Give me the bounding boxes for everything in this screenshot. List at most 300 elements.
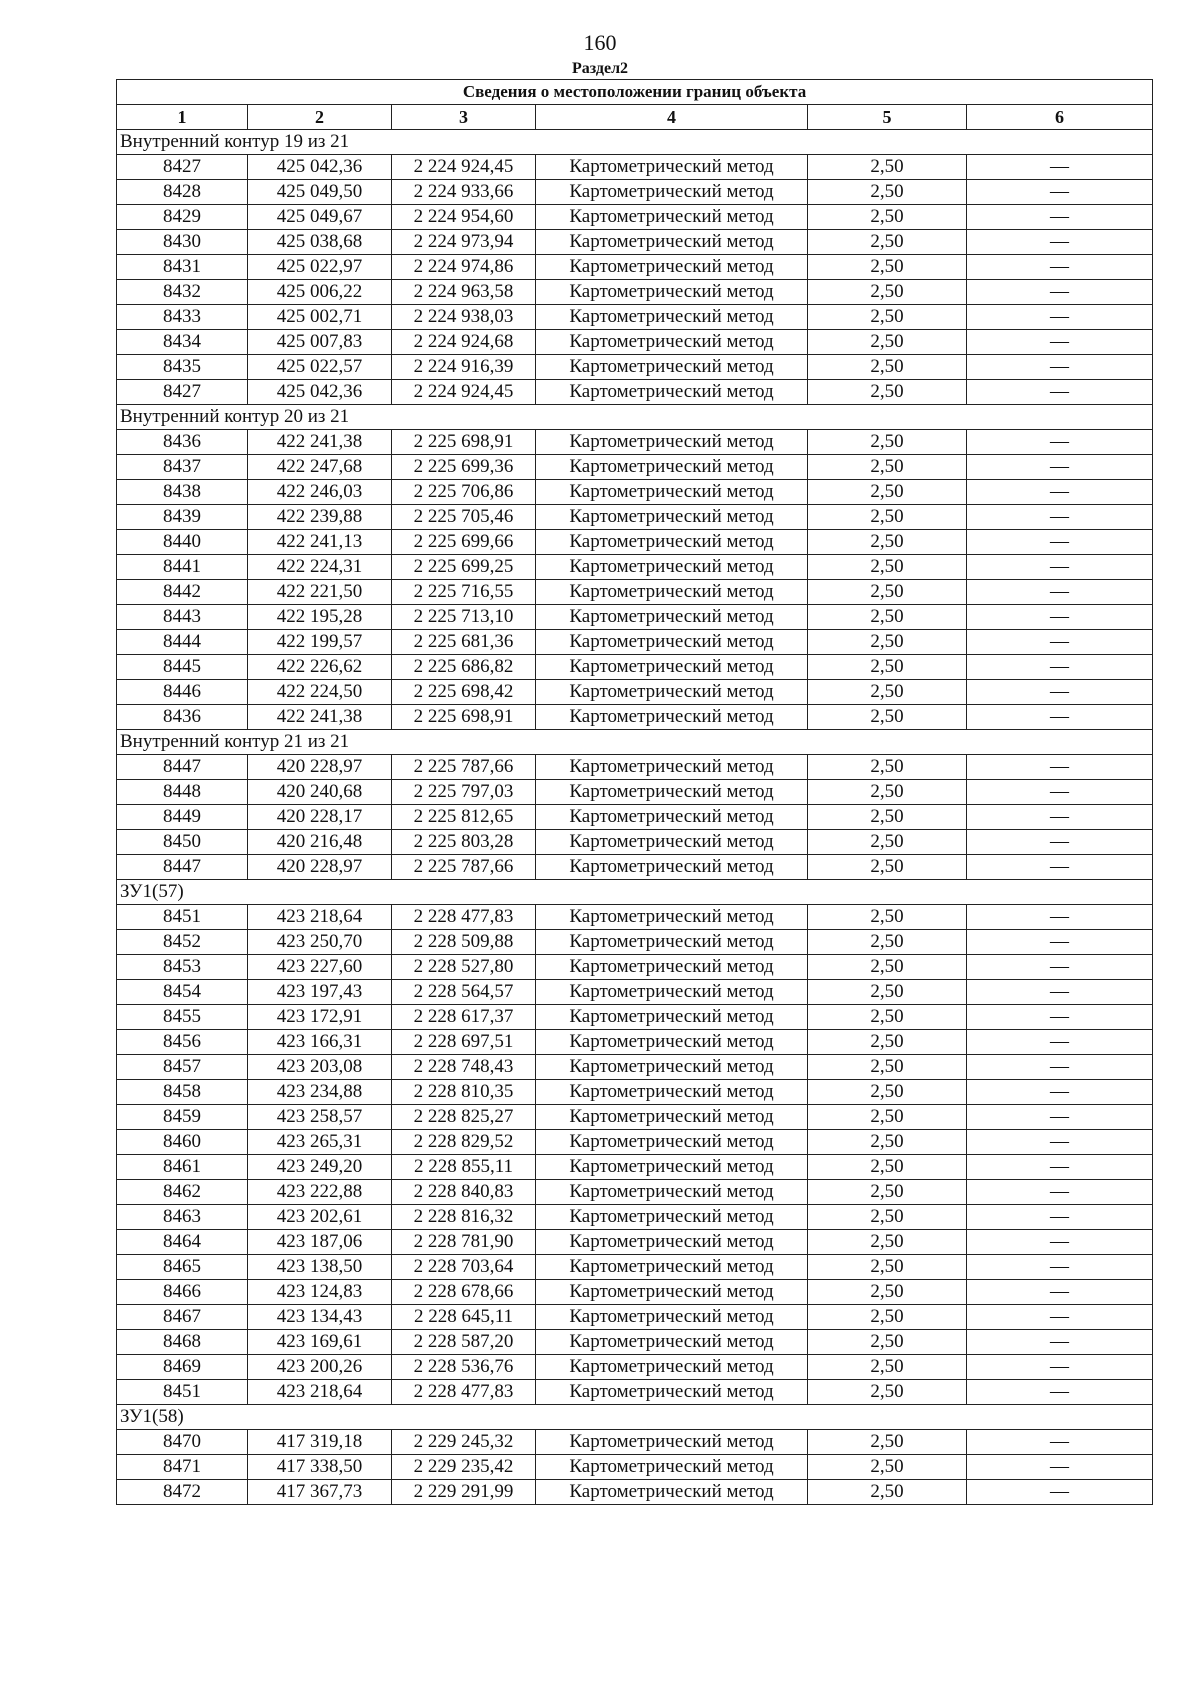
point-number-cell: 8428 (117, 180, 248, 205)
point-number-cell: 8467 (117, 1305, 248, 1330)
point-number-cell: 8445 (117, 655, 248, 680)
point-number-cell: 8436 (117, 430, 248, 455)
method-cell: Картометрический метод (536, 205, 808, 230)
coordinate-y-cell: 2 224 938,03 (392, 305, 536, 330)
point-number-cell: 8432 (117, 280, 248, 305)
accuracy-cell: 2,50 (808, 1230, 967, 1255)
accuracy-cell: 2,50 (808, 1130, 967, 1155)
point-number-cell: 8472 (117, 1480, 248, 1505)
coordinate-x-cell: 423 172,91 (248, 1005, 392, 1030)
table-row (117, 1380, 1153, 1405)
coordinate-y-cell: 2 225 681,36 (392, 630, 536, 655)
coordinate-x-cell: 425 022,97 (248, 255, 392, 280)
coordinate-y-cell: 2 224 916,39 (392, 355, 536, 380)
coordinate-x-cell: 425 049,50 (248, 180, 392, 205)
description-cell: — (967, 1280, 1153, 1305)
table-row (117, 1280, 1153, 1305)
group-title: Внутренний контур 20 из 21 (117, 405, 1153, 430)
description-cell: — (967, 330, 1153, 355)
coordinate-x-cell: 417 338,50 (248, 1455, 392, 1480)
coordinate-y-cell: 2 228 825,27 (392, 1105, 536, 1130)
coordinate-y-cell: 2 225 706,86 (392, 480, 536, 505)
coordinate-y-cell: 2 228 477,83 (392, 905, 536, 930)
point-number-cell: 8470 (117, 1430, 248, 1455)
description-cell: — (967, 430, 1153, 455)
coordinate-y-cell: 2 228 509,88 (392, 930, 536, 955)
coordinate-x-cell: 422 246,03 (248, 480, 392, 505)
coordinate-x-cell: 423 265,31 (248, 1130, 392, 1155)
coordinate-x-cell: 423 218,64 (248, 1380, 392, 1405)
accuracy-cell: 2,50 (808, 330, 967, 355)
table-row (117, 1055, 1153, 1080)
table-row (117, 855, 1153, 880)
description-cell: — (967, 1430, 1153, 1455)
table-row (117, 1180, 1153, 1205)
accuracy-cell: 2,50 (808, 280, 967, 305)
table-row (117, 1105, 1153, 1130)
coordinate-y-cell: 2 225 812,65 (392, 805, 536, 830)
description-cell: — (967, 1080, 1153, 1105)
point-number-cell: 8443 (117, 605, 248, 630)
accuracy-cell: 2,50 (808, 805, 967, 830)
method-cell: Картометрический метод (536, 955, 808, 980)
description-cell: — (967, 1355, 1153, 1380)
coordinate-y-cell: 2 228 645,11 (392, 1305, 536, 1330)
coordinate-y-cell: 2 225 699,36 (392, 455, 536, 480)
point-number-cell: 8456 (117, 1030, 248, 1055)
coordinate-y-cell: 2 225 705,46 (392, 505, 536, 530)
coordinate-x-cell: 420 228,97 (248, 755, 392, 780)
accuracy-cell: 2,50 (808, 980, 967, 1005)
coordinate-y-cell: 2 224 924,45 (392, 155, 536, 180)
point-number-cell: 8447 (117, 855, 248, 880)
accuracy-cell: 2,50 (808, 480, 967, 505)
method-cell: Картометрический метод (536, 155, 808, 180)
accuracy-cell: 2,50 (808, 205, 967, 230)
point-number-cell: 8459 (117, 1105, 248, 1130)
coordinate-x-cell: 423 258,57 (248, 1105, 392, 1130)
description-cell: — (967, 1180, 1153, 1205)
description-cell: — (967, 1005, 1153, 1030)
coordinate-x-cell: 422 241,38 (248, 705, 392, 730)
description-cell: — (967, 1105, 1153, 1130)
coordinate-x-cell: 420 228,97 (248, 855, 392, 880)
method-cell: Картометрический метод (536, 1480, 808, 1505)
coordinates-table (116, 79, 1153, 1505)
accuracy-cell: 2,50 (808, 1255, 967, 1280)
coordinate-y-cell: 2 228 678,66 (392, 1280, 536, 1305)
method-cell: Картометрический метод (536, 980, 808, 1005)
table-body (117, 130, 1153, 1505)
column-number-row (117, 105, 1153, 130)
method-cell: Картометрический метод (536, 380, 808, 405)
table-title: Сведения о местоположении границ объекта (117, 80, 1153, 105)
point-number-cell: 8441 (117, 555, 248, 580)
description-cell: — (967, 155, 1153, 180)
table-row (117, 1230, 1153, 1255)
coordinate-x-cell: 422 247,68 (248, 455, 392, 480)
description-cell: — (967, 480, 1153, 505)
point-number-cell: 8433 (117, 305, 248, 330)
column-number: 4 (536, 105, 808, 130)
description-cell: — (967, 1380, 1153, 1405)
point-number-cell: 8431 (117, 255, 248, 280)
point-number-cell: 8427 (117, 380, 248, 405)
point-number-cell: 8466 (117, 1280, 248, 1305)
coordinate-x-cell: 425 022,57 (248, 355, 392, 380)
point-number-cell: 8465 (117, 1255, 248, 1280)
coordinate-y-cell: 2 228 617,37 (392, 1005, 536, 1030)
coordinate-x-cell: 423 134,43 (248, 1305, 392, 1330)
table-row (117, 1330, 1153, 1355)
method-cell: Картометрический метод (536, 630, 808, 655)
description-cell: — (967, 855, 1153, 880)
accuracy-cell: 2,50 (808, 1005, 967, 1030)
coordinate-x-cell: 423 169,61 (248, 1330, 392, 1355)
description-cell: — (967, 1130, 1153, 1155)
point-number-cell: 8451 (117, 1380, 248, 1405)
method-cell: Картометрический метод (536, 430, 808, 455)
coordinate-x-cell: 422 199,57 (248, 630, 392, 655)
point-number-cell: 8447 (117, 755, 248, 780)
coordinate-y-cell: 2 225 698,42 (392, 680, 536, 705)
description-cell: — (967, 355, 1153, 380)
accuracy-cell: 2,50 (808, 555, 967, 580)
accuracy-cell: 2,50 (808, 1355, 967, 1380)
description-cell: — (967, 1455, 1153, 1480)
coordinate-x-cell: 422 221,50 (248, 580, 392, 605)
coordinate-y-cell: 2 225 713,10 (392, 605, 536, 630)
accuracy-cell: 2,50 (808, 1080, 967, 1105)
accuracy-cell: 2,50 (808, 180, 967, 205)
accuracy-cell: 2,50 (808, 1180, 967, 1205)
method-cell: Картометрический метод (536, 1030, 808, 1055)
coordinate-x-cell: 423 218,64 (248, 905, 392, 930)
description-cell: — (967, 305, 1153, 330)
point-number-cell: 8457 (117, 1055, 248, 1080)
method-cell: Картометрический метод (536, 655, 808, 680)
point-number-cell: 8437 (117, 455, 248, 480)
coordinate-x-cell: 423 234,88 (248, 1080, 392, 1105)
column-number: 5 (808, 105, 967, 130)
coordinate-x-cell: 422 241,13 (248, 530, 392, 555)
point-number-cell: 8436 (117, 705, 248, 730)
point-number-cell: 8468 (117, 1330, 248, 1355)
method-cell: Картометрический метод (536, 530, 808, 555)
table-row (117, 830, 1153, 855)
coordinate-y-cell: 2 228 829,52 (392, 1130, 536, 1155)
table-row (117, 630, 1153, 655)
table-row (117, 455, 1153, 480)
coordinate-x-cell: 423 202,61 (248, 1205, 392, 1230)
point-number-cell: 8471 (117, 1455, 248, 1480)
accuracy-cell: 2,50 (808, 705, 967, 730)
table-row (117, 1080, 1153, 1105)
coordinate-y-cell: 2 228 587,20 (392, 1330, 536, 1355)
description-cell: — (967, 805, 1153, 830)
method-cell: Картометрический метод (536, 855, 808, 880)
coordinate-y-cell: 2 228 816,32 (392, 1205, 536, 1230)
table-row (117, 255, 1153, 280)
method-cell: Картометрический метод (536, 455, 808, 480)
accuracy-cell: 2,50 (808, 530, 967, 555)
point-number-cell: 8462 (117, 1180, 248, 1205)
coordinate-x-cell: 422 226,62 (248, 655, 392, 680)
method-cell: Картометрический метод (536, 1205, 808, 1230)
accuracy-cell: 2,50 (808, 1055, 967, 1080)
point-number-cell: 8442 (117, 580, 248, 605)
table-title-row (117, 80, 1153, 105)
table-row (117, 430, 1153, 455)
description-cell: — (967, 955, 1153, 980)
table-row (117, 655, 1153, 680)
coordinate-x-cell: 425 042,36 (248, 380, 392, 405)
method-cell: Картометрический метод (536, 780, 808, 805)
coordinate-x-cell: 425 006,22 (248, 280, 392, 305)
table-row (117, 1305, 1153, 1330)
accuracy-cell: 2,50 (808, 505, 967, 530)
accuracy-cell: 2,50 (808, 230, 967, 255)
accuracy-cell: 2,50 (808, 1155, 967, 1180)
table-row (117, 555, 1153, 580)
accuracy-cell: 2,50 (808, 1380, 967, 1405)
coordinate-x-cell: 417 367,73 (248, 1480, 392, 1505)
table-row (117, 1455, 1153, 1480)
description-cell: — (967, 1055, 1153, 1080)
method-cell: Картометрический метод (536, 1005, 808, 1030)
description-cell: — (967, 1255, 1153, 1280)
coordinate-y-cell: 2 224 973,94 (392, 230, 536, 255)
description-cell: — (967, 905, 1153, 930)
table-row (117, 780, 1153, 805)
description-cell: — (967, 1030, 1153, 1055)
coordinate-x-cell: 423 222,88 (248, 1180, 392, 1205)
accuracy-cell: 2,50 (808, 155, 967, 180)
table-row (117, 905, 1153, 930)
description-cell: — (967, 830, 1153, 855)
accuracy-cell: 2,50 (808, 1430, 967, 1455)
table-row (117, 230, 1153, 255)
point-number-cell: 8463 (117, 1205, 248, 1230)
table-row (117, 1255, 1153, 1280)
description-cell: — (967, 280, 1153, 305)
table-row (117, 605, 1153, 630)
accuracy-cell: 2,50 (808, 455, 967, 480)
table-row (117, 955, 1153, 980)
coordinate-x-cell: 423 124,83 (248, 1280, 392, 1305)
coordinate-x-cell: 422 224,31 (248, 555, 392, 580)
description-cell: — (967, 180, 1153, 205)
point-number-cell: 8438 (117, 480, 248, 505)
description-cell: — (967, 455, 1153, 480)
method-cell: Картометрический метод (536, 305, 808, 330)
coordinate-x-cell: 425 042,36 (248, 155, 392, 180)
accuracy-cell: 2,50 (808, 1105, 967, 1130)
point-number-cell: 8450 (117, 830, 248, 855)
accuracy-cell: 2,50 (808, 1480, 967, 1505)
coordinate-x-cell: 423 138,50 (248, 1255, 392, 1280)
method-cell: Картометрический метод (536, 580, 808, 605)
coordinate-x-cell: 420 228,17 (248, 805, 392, 830)
accuracy-cell: 2,50 (808, 930, 967, 955)
coordinate-y-cell: 2 228 527,80 (392, 955, 536, 980)
table-row (117, 980, 1153, 1005)
accuracy-cell: 2,50 (808, 1455, 967, 1480)
method-cell: Картометрический метод (536, 555, 808, 580)
coordinate-x-cell: 425 038,68 (248, 230, 392, 255)
coordinate-x-cell: 423 166,31 (248, 1030, 392, 1055)
description-cell: — (967, 630, 1153, 655)
table-row (117, 1205, 1153, 1230)
point-number-cell: 8430 (117, 230, 248, 255)
accuracy-cell: 2,50 (808, 1030, 967, 1055)
coordinate-y-cell: 2 228 748,43 (392, 1055, 536, 1080)
method-cell: Картометрический метод (536, 1305, 808, 1330)
coordinate-x-cell: 422 241,38 (248, 430, 392, 455)
description-cell: — (967, 605, 1153, 630)
method-cell: Картометрический метод (536, 905, 808, 930)
accuracy-cell: 2,50 (808, 605, 967, 630)
coordinate-y-cell: 2 228 536,76 (392, 1355, 536, 1380)
accuracy-cell: 2,50 (808, 430, 967, 455)
description-cell: — (967, 755, 1153, 780)
accuracy-cell: 2,50 (808, 830, 967, 855)
column-number: 6 (967, 105, 1153, 130)
method-cell: Картометрический метод (536, 705, 808, 730)
table-row (117, 755, 1153, 780)
coordinate-y-cell: 2 228 855,11 (392, 1155, 536, 1180)
coordinate-x-cell: 425 002,71 (248, 305, 392, 330)
coordinate-y-cell: 2 224 974,86 (392, 255, 536, 280)
accuracy-cell: 2,50 (808, 905, 967, 930)
accuracy-cell: 2,50 (808, 630, 967, 655)
coordinate-x-cell: 420 240,68 (248, 780, 392, 805)
description-cell: — (967, 1205, 1153, 1230)
description-cell: — (967, 380, 1153, 405)
page-number: 160 (583, 30, 617, 55)
coordinate-y-cell: 2 225 698,91 (392, 430, 536, 455)
table-row (117, 1355, 1153, 1380)
table-row (117, 205, 1153, 230)
coordinate-y-cell: 2 225 787,66 (392, 855, 536, 880)
accuracy-cell: 2,50 (808, 355, 967, 380)
description-cell: — (967, 1330, 1153, 1355)
description-cell: — (967, 780, 1153, 805)
coordinate-y-cell: 2 228 781,90 (392, 1230, 536, 1255)
point-number-cell: 8469 (117, 1355, 248, 1380)
coordinate-x-cell: 423 249,20 (248, 1155, 392, 1180)
coordinate-x-cell: 420 216,48 (248, 830, 392, 855)
description-cell: — (967, 1155, 1153, 1180)
method-cell: Картометрический метод (536, 1080, 808, 1105)
description-cell: — (967, 980, 1153, 1005)
method-cell: Картометрический метод (536, 930, 808, 955)
method-cell: Картометрический метод (536, 1455, 808, 1480)
description-cell: — (967, 1305, 1153, 1330)
accuracy-cell: 2,50 (808, 255, 967, 280)
section-title: Раздел2 (571, 60, 629, 77)
coordinate-y-cell: 2 224 924,68 (392, 330, 536, 355)
group-title: ЗУ1(57) (117, 880, 1153, 905)
table-row (117, 1005, 1153, 1030)
table-row (117, 805, 1153, 830)
method-cell: Картометрический метод (536, 1280, 808, 1305)
method-cell: Картометрический метод (536, 480, 808, 505)
coordinate-x-cell: 422 239,88 (248, 505, 392, 530)
point-number-cell: 8460 (117, 1130, 248, 1155)
coordinate-y-cell: 2 224 963,58 (392, 280, 536, 305)
coordinate-y-cell: 2 228 703,64 (392, 1255, 536, 1280)
group-header-row (117, 130, 1153, 155)
method-cell: Картометрический метод (536, 1230, 808, 1255)
coordinate-x-cell: 425 049,67 (248, 205, 392, 230)
coordinate-x-cell: 423 187,06 (248, 1230, 392, 1255)
accuracy-cell: 2,50 (808, 1330, 967, 1355)
accuracy-cell: 2,50 (808, 580, 967, 605)
coordinate-y-cell: 2 225 797,03 (392, 780, 536, 805)
coordinate-y-cell: 2 229 235,42 (392, 1455, 536, 1480)
group-header-row (117, 1405, 1153, 1430)
table-row (117, 1130, 1153, 1155)
coordinate-y-cell: 2 225 698,91 (392, 705, 536, 730)
accuracy-cell: 2,50 (808, 1305, 967, 1330)
point-number-cell: 8451 (117, 905, 248, 930)
accuracy-cell: 2,50 (808, 305, 967, 330)
point-number-cell: 8435 (117, 355, 248, 380)
table-row (117, 1155, 1153, 1180)
description-cell: — (967, 255, 1153, 280)
method-cell: Картометрический метод (536, 1130, 808, 1155)
method-cell: Картометрический метод (536, 1330, 808, 1355)
method-cell: Картометрический метод (536, 1055, 808, 1080)
point-number-cell: 8449 (117, 805, 248, 830)
point-number-cell: 8461 (117, 1155, 248, 1180)
point-number-cell: 8458 (117, 1080, 248, 1105)
accuracy-cell: 2,50 (808, 955, 967, 980)
description-cell: — (967, 930, 1153, 955)
group-header-row (117, 880, 1153, 905)
point-number-cell: 8448 (117, 780, 248, 805)
coordinate-y-cell: 2 225 699,25 (392, 555, 536, 580)
description-cell: — (967, 530, 1153, 555)
table-row (117, 480, 1153, 505)
coordinate-y-cell: 2 225 716,55 (392, 580, 536, 605)
method-cell: Картометрический метод (536, 355, 808, 380)
point-number-cell: 8464 (117, 1230, 248, 1255)
table-row (117, 1430, 1153, 1455)
method-cell: Картометрический метод (536, 680, 808, 705)
table-row (117, 680, 1153, 705)
column-number: 1 (117, 105, 248, 130)
accuracy-cell: 2,50 (808, 655, 967, 680)
method-cell: Картометрический метод (536, 805, 808, 830)
point-number-cell: 8427 (117, 155, 248, 180)
accuracy-cell: 2,50 (808, 1280, 967, 1305)
coordinate-x-cell: 422 195,28 (248, 605, 392, 630)
coordinate-x-cell: 423 250,70 (248, 930, 392, 955)
accuracy-cell: 2,50 (808, 780, 967, 805)
point-number-cell: 8454 (117, 980, 248, 1005)
table-row (117, 530, 1153, 555)
point-number-cell: 8440 (117, 530, 248, 555)
point-number-cell: 8446 (117, 680, 248, 705)
accuracy-cell: 2,50 (808, 380, 967, 405)
accuracy-cell: 2,50 (808, 1205, 967, 1230)
description-cell: — (967, 680, 1153, 705)
method-cell: Картометрический метод (536, 1380, 808, 1405)
method-cell: Картометрический метод (536, 180, 808, 205)
table-row (117, 305, 1153, 330)
